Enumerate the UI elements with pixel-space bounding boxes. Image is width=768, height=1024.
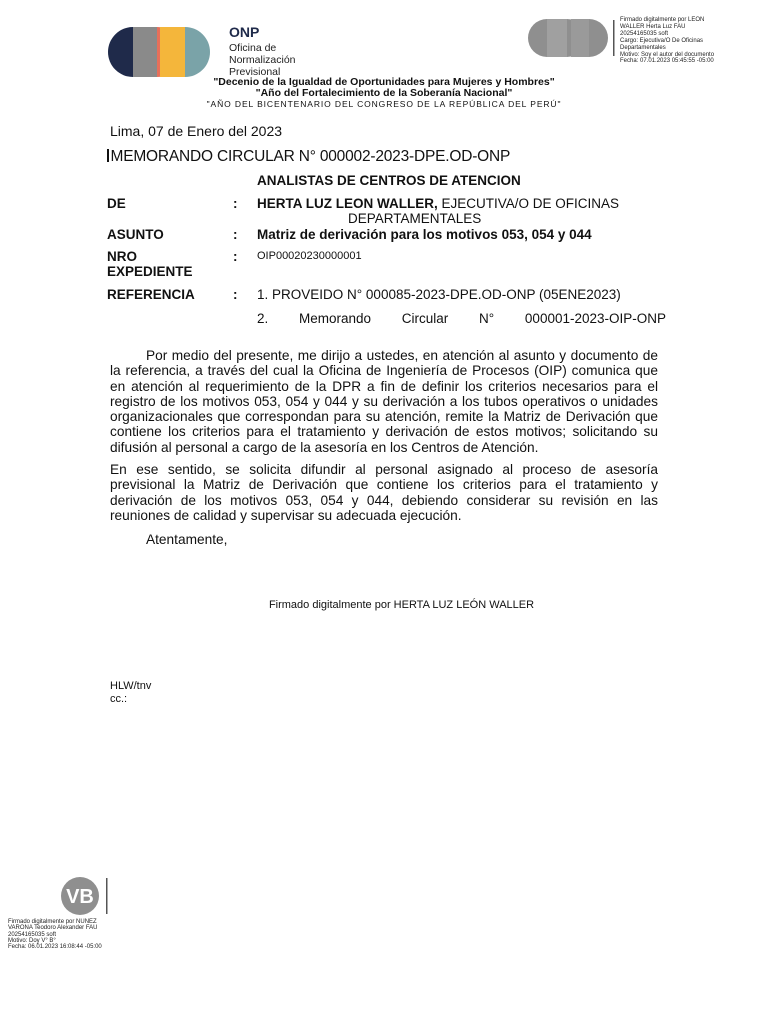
stamp-line: Firmado digitalmente por LEON bbox=[620, 17, 705, 23]
memo-title-text: MEMORANDO CIRCULAR N° 000002-2023-DPE.OD-ONP bbox=[110, 148, 511, 165]
reference-2-num: 2. bbox=[257, 311, 269, 326]
header-bicentenario: "AÑO DEL BICENTENARIO DEL CONGRESO DE LA REPÚBLICA DEL PERÚ" bbox=[206, 99, 562, 109]
vb-mark: VB bbox=[66, 886, 94, 908]
de-value bbox=[257, 196, 619, 211]
vb-stamp-logo bbox=[58, 876, 112, 916]
expediente-label: EXPEDIENTE bbox=[107, 264, 193, 279]
stamp-line: Departamentales bbox=[620, 44, 666, 51]
initials: HLW/tnv bbox=[110, 680, 152, 692]
body-paragraph-2: En ese sentido, se solicita difundir al personal asignado al proceso de asesoría previsional la Matriz de Derivación que contiene los criterios para el tratamiento y derivación de los motivos 053, 054 y 044, debiendo considerar su revisión en las reuniones de calidad y supervisar su adecuada ejecución. bbox=[110, 462, 658, 523]
signature-stamp-logo bbox=[527, 18, 617, 58]
stamp-line: Fecha: 07.01.2023 05:45:55 -05:00 bbox=[620, 58, 714, 65]
header-anio: "Año del Fortalecimiento de la Soberanía Nacional" bbox=[255, 87, 513, 99]
digital-signature-line: Firmado digitalmente por HERTA LUZ LEÓN WALLER bbox=[268, 599, 535, 611]
vb-line: VARONA Teodoro Alexander FAU bbox=[8, 925, 98, 932]
onp-line2: Normalización bbox=[229, 54, 296, 66]
onp-line1: Oficina de bbox=[229, 42, 277, 54]
de-label: DE bbox=[107, 196, 126, 211]
stamp-line: 20254165035 soft bbox=[620, 30, 669, 37]
vb-stamp-text bbox=[8, 919, 128, 950]
nro-label: NRO bbox=[107, 249, 137, 264]
onp-brand: ONP bbox=[229, 24, 260, 40]
asunto-colon: : bbox=[233, 227, 238, 242]
reference-2-word: Circular bbox=[401, 311, 449, 326]
header-decenio: "Decenio de la Igualdad de Oportunidades para Mujeres y Hombres" bbox=[213, 76, 555, 88]
vb-line: Motivo: Doy V° B° bbox=[8, 937, 56, 944]
signature-stamp-text bbox=[620, 17, 760, 65]
nro-value: OIP00020230000001 bbox=[257, 250, 362, 262]
stamp-line: Cargo: Ejecutiva/O De Oficinas bbox=[620, 37, 704, 44]
reference-2-word: N° bbox=[479, 311, 495, 326]
onp-wordmark bbox=[229, 26, 296, 78]
memo-title bbox=[107, 148, 510, 166]
onp-line3: Previsional bbox=[229, 66, 281, 78]
referencia-label: REFERENCIA bbox=[107, 287, 195, 302]
closing: Atentamente, bbox=[146, 532, 228, 548]
vb-line: Fecha: 06.01.2023 16:08:44 -05:00 bbox=[8, 944, 102, 951]
reference-1: 1. PROVEIDO N° 000085-2023-DPE.OD-ONP (05ENE2023) bbox=[257, 287, 621, 302]
reference-2-word: Memorando bbox=[299, 311, 372, 326]
document-date: Lima, 07 de Enero del 2023 bbox=[110, 123, 283, 139]
memo-body bbox=[110, 348, 658, 555]
body-paragraph-1: Por medio del presente, me dirijo a ustedes, en atención al asunto y documento de la referencia, a través del cual la Oficina de Ingeniería de Procesos (OIP) comunica que en atención al requerimiento de la DPR a fin de definir los criterios necesarios para el registro de los motivos 053, 054 y 044 y su derivación a los tubos operativos o unidades organizacionales que correspondan para su atención, remite la Matriz de Derivación que contiene los criterios para el tratamiento y derivación de estos motivos; solicitando su difusión al personal a cargo de la asesoría en los Centros de Atención. bbox=[110, 348, 658, 455]
de-role: EJECUTIVA/O DE OFICINAS bbox=[437, 196, 620, 211]
cc: cc.: bbox=[110, 692, 128, 705]
de-role-cont: DEPARTAMENTALES bbox=[348, 211, 482, 226]
stamp-line: Motivo: Soy el autor del documento bbox=[620, 51, 715, 58]
reference-2-code: 000001-2023-OIP-ONP bbox=[524, 311, 666, 326]
reference-2 bbox=[257, 311, 666, 326]
asunto-value: Matriz de derivación para los motivos 053, 054 y 044 bbox=[257, 227, 592, 242]
referencia-colon: : bbox=[233, 287, 238, 302]
initials-block bbox=[110, 680, 151, 705]
vb-line: Firmado digitalmente por NUNEZ bbox=[8, 919, 97, 925]
de-colon: : bbox=[233, 196, 238, 211]
recipient: ANALISTAS DE CENTROS DE ATENCION bbox=[257, 173, 521, 188]
nro-colon: : bbox=[233, 249, 238, 264]
asunto-label: ASUNTO bbox=[107, 227, 164, 242]
de-name: HERTA LUZ LEON WALLER, bbox=[257, 196, 438, 211]
onp-logo bbox=[108, 26, 226, 78]
stamp-line: WALLER Herta Luz FAU bbox=[620, 23, 686, 30]
vb-line: 20254165035 soft bbox=[8, 931, 57, 938]
